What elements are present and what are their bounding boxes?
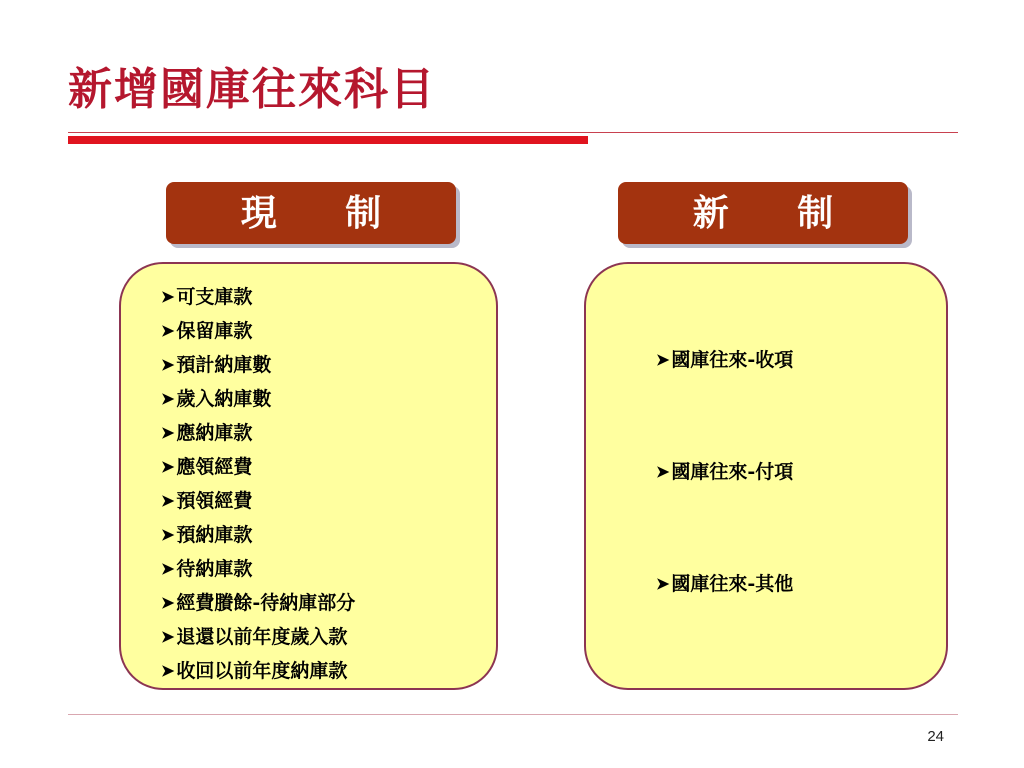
current-system-header: 現 制 [166, 182, 456, 244]
arrow-bullet-icon: ➤ [161, 559, 175, 578]
list-item-label: 預計納庫數 [176, 354, 272, 376]
current-system-panel [119, 262, 498, 690]
arrow-bullet-icon: ➤ [656, 350, 670, 369]
arrow-bullet-icon: ➤ [161, 287, 175, 306]
arrow-bullet-icon: ➤ [161, 525, 175, 544]
current-system-list [161, 280, 355, 688]
new-system-panel [584, 262, 948, 690]
footer-divider-line [68, 714, 958, 715]
arrow-bullet-icon: ➤ [161, 423, 175, 442]
page-number: 24 [927, 728, 944, 745]
list-item [161, 280, 355, 314]
list-item-label: 經費賸餘-待納庫部分 [176, 592, 356, 614]
list-item [161, 484, 355, 518]
arrow-bullet-icon: ➤ [161, 627, 175, 646]
list-item-label: 國庫往來-其他 [671, 573, 794, 595]
list-item [161, 620, 355, 654]
list-item [656, 568, 793, 680]
new-system-header: 新 制 [618, 182, 908, 244]
arrow-bullet-icon: ➤ [161, 457, 175, 476]
list-item [161, 314, 355, 348]
list-item [656, 456, 793, 568]
list-item-label: 退還以前年度歲入款 [176, 626, 348, 648]
slide-title: 新增國庫往來科目 [68, 64, 436, 115]
list-item [161, 552, 355, 586]
list-item-label: 國庫往來-付項 [671, 461, 794, 483]
arrow-bullet-icon: ➤ [656, 574, 670, 593]
list-item [161, 416, 355, 450]
list-item-label: 歲入納庫數 [176, 388, 272, 410]
list-item-label: 預納庫款 [176, 524, 253, 546]
arrow-bullet-icon: ➤ [161, 355, 175, 374]
list-item [656, 344, 793, 456]
arrow-bullet-icon: ➤ [161, 491, 175, 510]
list-item [161, 382, 355, 416]
list-item [161, 518, 355, 552]
list-item-label: 應領經費 [176, 456, 253, 478]
list-item-label: 保留庫款 [176, 320, 253, 342]
list-item [161, 450, 355, 484]
title-accent-bar [68, 136, 588, 144]
new-system-list [656, 344, 793, 680]
list-item-label: 國庫往來-收項 [671, 349, 794, 371]
arrow-bullet-icon: ➤ [161, 389, 175, 408]
arrow-bullet-icon: ➤ [161, 593, 175, 612]
title-divider-line [68, 132, 958, 133]
list-item [161, 348, 355, 382]
list-item-label: 待納庫款 [176, 558, 253, 580]
list-item-label: 預領經費 [176, 490, 253, 512]
list-item-label: 應納庫款 [176, 422, 253, 444]
arrow-bullet-icon: ➤ [161, 321, 175, 340]
list-item-label: 收回以前年度納庫款 [176, 660, 348, 682]
list-item [161, 654, 355, 688]
arrow-bullet-icon: ➤ [161, 661, 175, 680]
arrow-bullet-icon: ➤ [656, 462, 670, 481]
list-item-label: 可支庫款 [176, 286, 253, 308]
list-item [161, 586, 355, 620]
